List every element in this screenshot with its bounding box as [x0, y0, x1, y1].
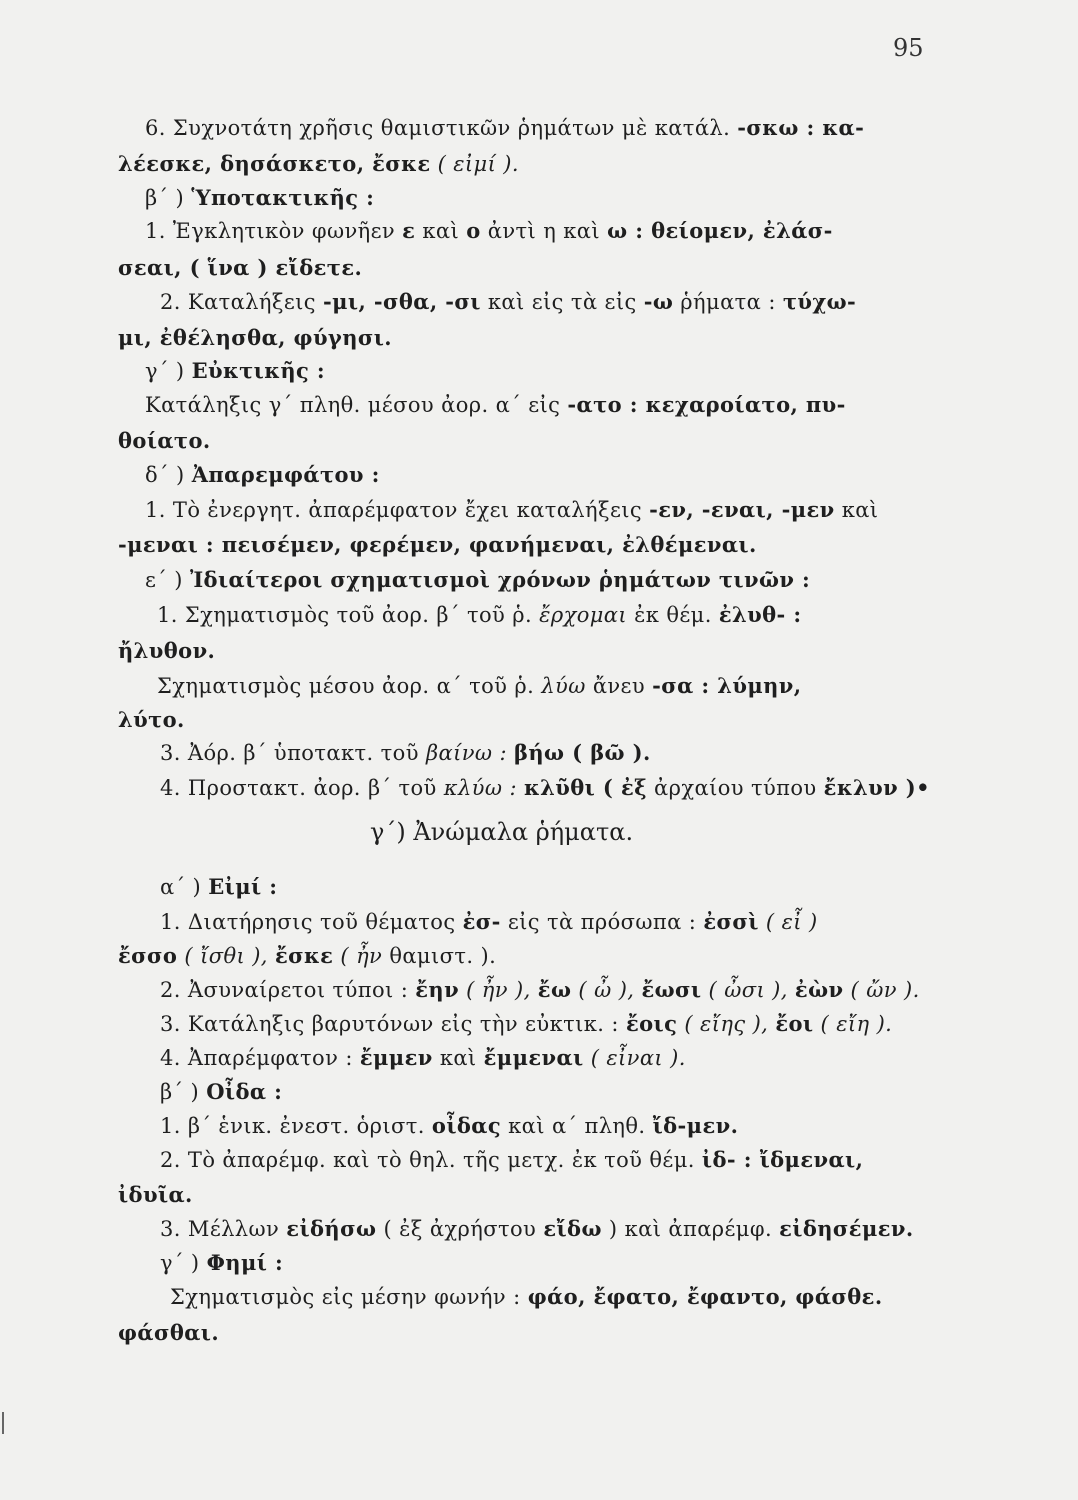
- text-run: ἐσσὶ: [703, 909, 759, 934]
- text-line: [157, 671, 801, 701]
- text-run: -μι, -σθα, -σι: [323, 289, 481, 314]
- text-line: [160, 773, 930, 803]
- text-line: [118, 530, 757, 560]
- text-run: ο: [466, 218, 481, 243]
- text-run: ἔω: [537, 977, 572, 1002]
- text-line: [160, 738, 651, 768]
- text-run: -σα : λύμην,: [652, 673, 802, 698]
- text-line: [145, 390, 846, 420]
- text-run: Ἰδιαίτεροι σχηματισμοὶ χρόνων ῥημάτων τινῶν :: [189, 567, 811, 592]
- scan-edge-mark: [2, 1412, 4, 1434]
- text-run: ( εἰμί ).: [437, 152, 519, 176]
- text-line: [157, 600, 802, 630]
- text-run: κλῦθι ( ἐξ: [524, 775, 647, 800]
- text-run: καὶ α΄ πληθ.: [508, 1114, 646, 1138]
- text-run: ( ἐξ ἀχρήστου: [383, 1217, 537, 1241]
- text-run: ἔμμεν: [359, 1045, 433, 1070]
- text-run: ( ὦ ),: [578, 978, 635, 1002]
- text-run: Ἀπαρεμφάτου :: [191, 462, 380, 487]
- text-run: ἔοις: [625, 1011, 678, 1036]
- text-run: 2. Τὸ ἀπαρέμφ. καὶ τὸ θηλ. τῆς μετχ. ἐκ τοῦ θέμ.: [160, 1148, 695, 1172]
- text-run: ῥήματα :: [680, 290, 776, 314]
- text-run: ἀρχαίου τύπου: [654, 776, 817, 800]
- text-run: ( εἶ ): [765, 910, 818, 934]
- text-run: δ΄ ): [145, 463, 185, 487]
- text-run: 1. Ἐγκλητικὸν φωνῆεν: [145, 219, 396, 243]
- text-line: [160, 1009, 892, 1039]
- text-run: φάο, ἔφατο, ἔφαντο, φάσθε.: [527, 1284, 883, 1309]
- text-run: οἶδας: [431, 1113, 502, 1138]
- text-run: 3. Ἀόρ. β΄ ὑποτακτ. τοῦ: [160, 741, 419, 765]
- text-run: εἰδήσω: [286, 1216, 377, 1241]
- text-line: [145, 495, 878, 525]
- text-run: ε: [402, 218, 416, 243]
- text-run: ἴδ-μεν.: [652, 1113, 739, 1138]
- text-line: [118, 636, 215, 666]
- text-run: τύχω-: [782, 289, 857, 314]
- text-line: [145, 113, 864, 143]
- text-run: θοίατο.: [118, 428, 211, 453]
- text-run: καὶ: [439, 1046, 477, 1070]
- text-run: ἐκ θέμ.: [634, 603, 712, 627]
- text-run: Οἶδα :: [206, 1079, 283, 1104]
- text-run: γ΄ ): [160, 1251, 200, 1275]
- text-run: ω : θείομεν, ἐλάσ-: [607, 218, 833, 243]
- text-run: ) καὶ ἀπαρέμφ.: [608, 1217, 773, 1241]
- text-line: [118, 253, 362, 283]
- text-line: [160, 1043, 686, 1073]
- text-run: σεαι, ( ἵνα ) εἴδετε.: [118, 255, 363, 280]
- text-run: 2. Καταλήξεις: [160, 290, 316, 314]
- text-line: [160, 907, 818, 937]
- text-run: ἔωσι: [641, 977, 702, 1002]
- text-line: [160, 1145, 863, 1175]
- text-run: -ατο : κεχαροίατο, πυ-: [567, 392, 846, 417]
- text-run: Εἰμί :: [208, 874, 278, 899]
- text-run: Φημί :: [206, 1250, 284, 1275]
- text-run: ἔρχομαι: [539, 603, 628, 627]
- text-run: βήω ( βῶ ).: [514, 740, 651, 765]
- text-run: ( ὦσι ),: [708, 978, 788, 1002]
- text-run: 6. Συχνοτάτη χρῆσις θαμιστικῶν ῥημάτων μὲ κατάλ.: [145, 116, 731, 140]
- text-line: [118, 149, 519, 179]
- text-run: λέεσκε, δησάσκετο, ἔσκε: [118, 151, 431, 176]
- text-line: [145, 565, 810, 595]
- text-run: 1. Σχηματισμὸς τοῦ ἀορ. β΄ τοῦ ῥ.: [157, 603, 533, 627]
- text-run: ἤλυθον.: [118, 638, 216, 663]
- text-run: ( εἴη ).: [820, 1012, 893, 1036]
- text-line: [160, 1111, 738, 1141]
- text-run: ἰδ- : ἴδμεναι,: [701, 1147, 864, 1172]
- text-run: βαίνω :: [425, 741, 507, 765]
- text-run: ( ἦν ),: [466, 978, 531, 1002]
- text-run: φάσθαι.: [118, 1320, 220, 1345]
- text-run: ( εἴης ),: [684, 1012, 769, 1036]
- text-run: 4. Προστακτ. ἀορ. β΄ τοῦ: [160, 776, 437, 800]
- text-run: καὶ: [841, 498, 879, 522]
- text-run: 1. Διατήρησις τοῦ θέματος: [160, 910, 456, 934]
- text-line: [118, 1180, 193, 1210]
- text-run: 1. β΄ ἑνικ. ἐνεστ. ὁριστ.: [160, 1114, 425, 1138]
- text-run: ἔκλυν )•: [823, 775, 930, 800]
- text-run: Εὐκτικῆς :: [191, 358, 326, 383]
- text-run: -εν, -εναι, -μεν: [649, 497, 835, 522]
- text-line: [118, 1318, 219, 1348]
- text-line: [160, 1248, 283, 1278]
- text-run: ( εἶναι ).: [590, 1046, 686, 1070]
- text-line: [118, 941, 496, 971]
- text-line: [145, 216, 833, 246]
- text-run: λύτο.: [118, 707, 185, 732]
- text-run: ἰδυῖα.: [118, 1182, 193, 1207]
- text-run: ( ἴσθι ),: [184, 944, 268, 968]
- text-run: Σχηματισμὸς μέσου ἀορ. α΄ τοῦ ῥ.: [157, 674, 535, 698]
- text-run: εἰς τὰ πρόσωπα :: [507, 910, 697, 934]
- text-run: καὶ: [422, 219, 460, 243]
- text-run: καὶ εἰς τὰ εἰς: [487, 290, 637, 314]
- text-line: [160, 287, 856, 317]
- text-run: β΄ ): [160, 1080, 200, 1104]
- page-number: 95: [893, 34, 924, 62]
- text-line: [145, 460, 380, 490]
- text-run: -σκω : κα-: [737, 115, 865, 140]
- text-line: [160, 1077, 282, 1107]
- text-run: ἐλυθ- :: [718, 602, 802, 627]
- text-run: -μεναι : πεισέμεν, φερέμεν, φανήμεναι, ἐλθέμεναι.: [118, 532, 757, 557]
- text-run: γ΄ ): [145, 359, 185, 383]
- text-run: ἔσσο: [118, 943, 178, 968]
- text-run: θαμιστ. ).: [389, 944, 497, 968]
- text-line: [145, 183, 374, 213]
- text-run: β΄ ): [145, 186, 185, 210]
- text-run: ( ἦν: [340, 944, 383, 968]
- text-run: 3. Κατάληξις βαρυτόνων εἰς τὴν εὐκτικ. :: [160, 1012, 619, 1036]
- text-run: ἄνευ: [592, 674, 646, 698]
- text-run: εἰδησέμεν.: [779, 1216, 914, 1241]
- text-run: Ὑποτακτικῆς :: [191, 185, 375, 210]
- text-line: [118, 705, 185, 735]
- text-line: [170, 1282, 883, 1312]
- text-run: ἔοι: [775, 1011, 814, 1036]
- section-heading: γ΄) Ἀνώμαλα ῥήματα.: [370, 818, 634, 846]
- text-run: -ω: [643, 289, 674, 314]
- text-line: [118, 426, 211, 456]
- text-run: 1. Τὸ ἐνεργητ. ἀπαρέμφατον ἔχει καταλήξεις: [145, 498, 643, 522]
- text-run: ἀντὶ η καὶ: [487, 219, 601, 243]
- text-run: 2. Ἀσυναίρετοι τύποι :: [160, 978, 409, 1002]
- text-line: [160, 1214, 914, 1244]
- text-run: ( ὤν ).: [850, 978, 920, 1002]
- text-run: εἴδω: [543, 1216, 602, 1241]
- text-run: ε΄ ): [145, 568, 183, 592]
- text-run: 4. Ἀπαρέμφατον :: [160, 1046, 353, 1070]
- text-run: ἔην: [415, 977, 460, 1002]
- text-run: κλύω :: [443, 776, 517, 800]
- text-run: ἔσκε: [274, 943, 334, 968]
- text-run: ἔμμεναι: [483, 1045, 584, 1070]
- text-line: [145, 356, 325, 386]
- text-line: [160, 975, 920, 1005]
- text-run: 3. Μέλλων: [160, 1217, 280, 1241]
- text-run: α΄ ): [160, 875, 202, 899]
- text-run: λύω: [541, 674, 586, 698]
- text-run: ἐσ-: [462, 909, 501, 934]
- text-run: Κατάληξις γ΄ πληθ. μέσου ἀορ. α΄ εἰς: [145, 393, 561, 417]
- text-run: μι, ἐθέλησθα, φύγησι.: [118, 325, 393, 350]
- text-run: ἐὼν: [794, 977, 844, 1002]
- text-run: Σχηματισμὸς εἰς μέσην φωνήν :: [170, 1285, 521, 1309]
- text-line: [160, 872, 277, 902]
- text-line: [118, 323, 392, 353]
